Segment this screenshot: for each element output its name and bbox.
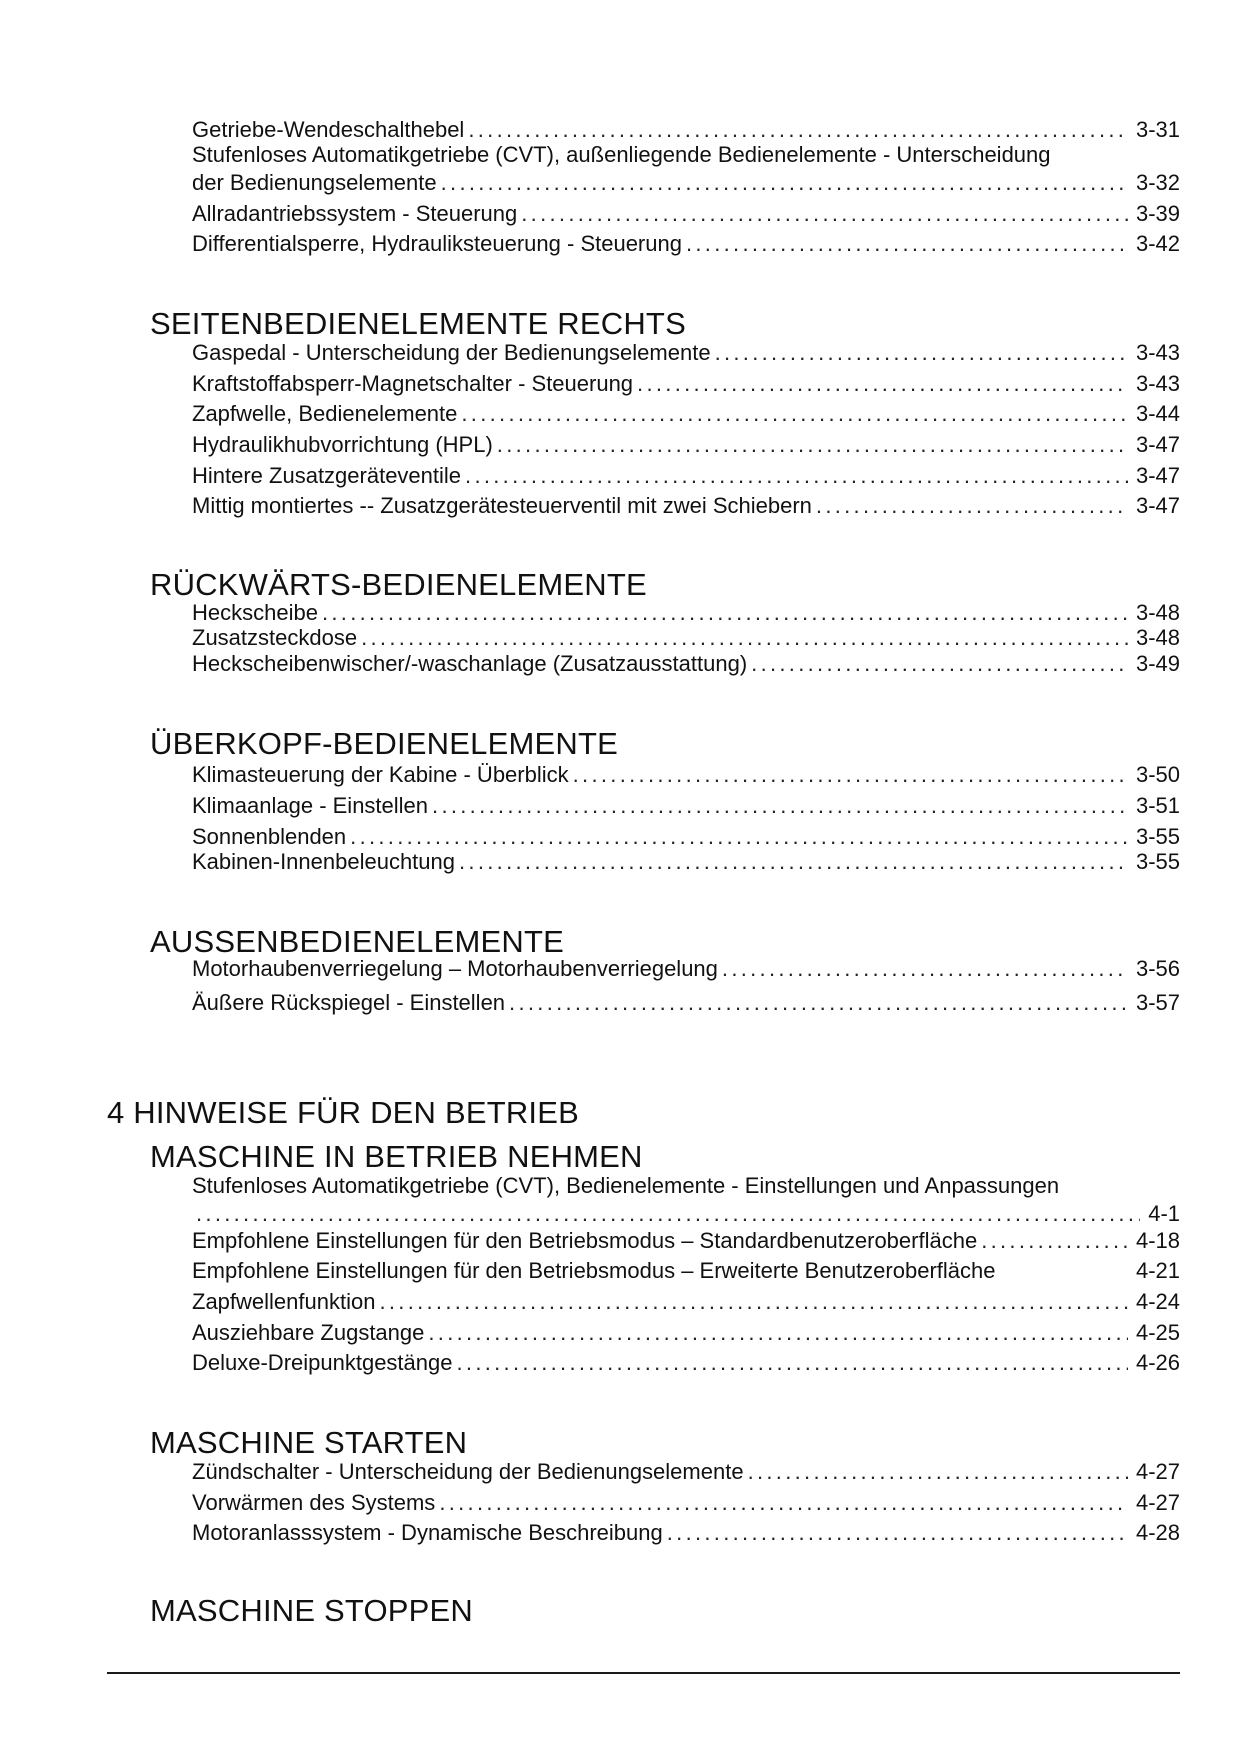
chapter-title: 4 HINWEISE FÜR DEN BETRIEB bbox=[107, 1095, 579, 1130]
dot-leader bbox=[667, 1520, 1128, 1546]
toc-entry[interactable] bbox=[192, 401, 1180, 427]
toc-entry-page: 3-56 bbox=[1135, 956, 1180, 981]
dot-leader bbox=[196, 1201, 1140, 1227]
toc-entry-label: Heckscheibe bbox=[192, 600, 318, 625]
toc-entry-page: 3-55 bbox=[1135, 849, 1180, 874]
toc-entry-page: 4-25 bbox=[1135, 1320, 1180, 1345]
dot-leader bbox=[457, 1350, 1128, 1376]
toc-entry-page: 3-57 bbox=[1135, 990, 1180, 1015]
toc-entry[interactable] bbox=[192, 762, 1180, 788]
footer-divider bbox=[107, 1672, 1180, 1674]
toc-entry[interactable] bbox=[192, 793, 1180, 819]
toc-entry-label: Differentialsperre, Hydrauliksteuerung - Steuerung bbox=[192, 231, 682, 256]
toc-entry-label: Kraftstoffabsperr-Magnetschalter - Steuerung bbox=[192, 371, 634, 396]
dot-leader bbox=[461, 401, 1128, 427]
dot-leader bbox=[428, 1320, 1128, 1346]
toc-entry-label: Kabinen-Innenbeleuchtung bbox=[192, 849, 456, 874]
toc-entry-label: Zapfwellenfunktion bbox=[192, 1289, 376, 1314]
toc-entry-page: 3-31 bbox=[1135, 117, 1180, 142]
toc-entry-page: 3-39 bbox=[1135, 201, 1180, 226]
section-heading: ÜBERKOPF-BEDIENELEMENTE bbox=[150, 726, 618, 761]
toc-entry-label: Hydraulikhubvorrichtung (HPL) bbox=[192, 432, 493, 457]
toc-entry[interactable] bbox=[192, 1320, 1180, 1346]
dot-leader bbox=[439, 1490, 1128, 1516]
toc-entry[interactable] bbox=[192, 1289, 1180, 1315]
toc-entry-page: 3-47 bbox=[1135, 493, 1180, 518]
toc-entry-page: 4-21 bbox=[1135, 1258, 1180, 1283]
dot-leader bbox=[468, 117, 1128, 143]
toc-entry-page: 3-55 bbox=[1135, 824, 1180, 849]
dot-leader bbox=[509, 990, 1128, 1016]
dot-leader bbox=[722, 956, 1128, 982]
toc-entry-page: 3-42 bbox=[1135, 231, 1180, 256]
toc-entry-page: 3-49 bbox=[1135, 651, 1180, 676]
toc-entry[interactable] bbox=[192, 340, 1180, 366]
toc-entry-label: der Bedienungselemente bbox=[192, 170, 437, 195]
toc-entry[interactable] bbox=[192, 201, 1180, 227]
toc-entry-page: 3-48 bbox=[1135, 625, 1180, 650]
toc-entry-page: 3-48 bbox=[1135, 600, 1180, 625]
toc-entry-label: Hintere Zusatzgeräteventile bbox=[192, 463, 462, 488]
toc-entry[interactable] bbox=[192, 1490, 1180, 1516]
toc-entry[interactable] bbox=[192, 432, 1180, 458]
dot-leader bbox=[748, 1459, 1128, 1485]
toc-entry-page: 3-51 bbox=[1135, 793, 1180, 818]
toc-entry[interactable] bbox=[192, 371, 1180, 397]
toc-entry-label: Stufenloses Automatikgetriebe (CVT), außenliegende Bedienelemente - Unterscheidung bbox=[192, 142, 1051, 167]
dot-leader bbox=[361, 625, 1128, 651]
toc-entry[interactable] bbox=[192, 824, 1180, 850]
dot-leader bbox=[686, 231, 1128, 257]
dot-leader bbox=[981, 1228, 1128, 1254]
dot-leader bbox=[441, 170, 1128, 196]
dot-leader bbox=[573, 762, 1128, 788]
dot-leader bbox=[715, 340, 1128, 366]
toc-entry-label: Sonnenblenden bbox=[192, 824, 347, 849]
toc-entry-label: Deluxe-Dreipunktgestänge bbox=[192, 1350, 453, 1375]
toc-entry-label: Getriebe-Wendeschalthebel bbox=[192, 117, 465, 142]
toc-entry-page: 3-43 bbox=[1135, 340, 1180, 365]
dot-leader bbox=[379, 1289, 1128, 1315]
toc-entry-page: 4-24 bbox=[1135, 1289, 1180, 1314]
toc-entry[interactable] bbox=[192, 956, 1180, 982]
section-heading: AUSSENBEDIENELEMENTE bbox=[150, 924, 564, 959]
toc-entry-label: Zündschalter - Unterscheidung der Bedienungselemente bbox=[192, 1459, 744, 1484]
toc-entry-label: Gaspedal - Unterscheidung der Bedienungselemente bbox=[192, 340, 711, 365]
toc-entry[interactable] bbox=[192, 849, 1180, 875]
dot-leader bbox=[432, 793, 1128, 819]
dot-leader bbox=[465, 463, 1128, 489]
toc-entry-page: 3-47 bbox=[1135, 432, 1180, 457]
toc-entry-page: 3-50 bbox=[1135, 762, 1180, 787]
toc-entry[interactable] bbox=[192, 231, 1180, 257]
toc-entry-label: Klimaanlage - Einstellen bbox=[192, 793, 429, 818]
dot-leader bbox=[322, 600, 1128, 626]
toc-entry-page: 3-44 bbox=[1135, 401, 1180, 426]
toc-entry[interactable] bbox=[192, 600, 1180, 626]
dot-leader bbox=[751, 651, 1128, 677]
toc-entry[interactable] bbox=[192, 990, 1180, 1016]
section-heading: RÜCKWÄRTS-BEDIENELEMENTE bbox=[150, 567, 647, 602]
toc-entry-label: Vorwärmen des Systems bbox=[192, 1490, 436, 1515]
dot-leader bbox=[521, 201, 1128, 227]
toc-entry[interactable] bbox=[192, 170, 1180, 196]
section-heading: MASCHINE STOPPEN bbox=[150, 1593, 474, 1628]
toc-entry[interactable] bbox=[192, 1173, 1180, 1199]
toc-entry[interactable] bbox=[192, 1201, 1180, 1227]
toc-entry[interactable] bbox=[192, 493, 1180, 519]
toc-entry[interactable] bbox=[192, 1258, 1180, 1284]
toc-entry-label: Empfohlene Einstellungen für den Betriebsmodus – Erweiterte Benutzeroberfläche bbox=[192, 1258, 996, 1283]
section-heading: MASCHINE IN BETRIEB NEHMEN bbox=[150, 1139, 643, 1174]
dot-leader bbox=[350, 824, 1128, 850]
toc-entry[interactable] bbox=[192, 1520, 1180, 1546]
toc-entry-page: 4-27 bbox=[1135, 1459, 1180, 1484]
toc-entry-label: Ausziehbare Zugstange bbox=[192, 1320, 425, 1345]
toc-entry-label: Empfohlene Einstellungen für den Betriebsmodus – Standardbenutzeroberfläche bbox=[192, 1228, 978, 1253]
toc-entry-page: 3-32 bbox=[1135, 170, 1180, 195]
dot-leader bbox=[497, 432, 1128, 458]
toc-entry[interactable] bbox=[192, 142, 1180, 168]
toc-entry[interactable] bbox=[192, 117, 1180, 143]
toc-entry[interactable] bbox=[192, 1228, 1180, 1254]
toc-entry-label: Zapfwelle, Bedienelemente bbox=[192, 401, 458, 426]
toc-entry-label: Äußere Rückspiegel - Einstellen bbox=[192, 990, 506, 1015]
dot-leader bbox=[459, 849, 1128, 875]
toc-entry-page: 3-47 bbox=[1135, 463, 1180, 488]
toc-entry-label: Klimasteuerung der Kabine - Überblick bbox=[192, 762, 569, 787]
toc-entry-label: Allradantriebssystem - Steuerung bbox=[192, 201, 518, 226]
toc-entry-label: Motorhaubenverriegelung – Motorhaubenverriegelung bbox=[192, 956, 718, 981]
toc-entry-page: 4-18 bbox=[1135, 1228, 1180, 1253]
toc-entry-label: Stufenloses Automatikgetriebe (CVT), Bedienelemente - Einstellungen und Anpassungen bbox=[192, 1173, 1060, 1198]
dot-leader bbox=[637, 371, 1128, 397]
dot-leader bbox=[816, 493, 1128, 519]
toc-entry[interactable] bbox=[192, 1350, 1180, 1376]
toc-entry-label: Mittig montiertes -- Zusatzgerätesteuerventil mit zwei Schiebern bbox=[192, 493, 812, 518]
toc-entry[interactable] bbox=[192, 625, 1180, 651]
toc-entry-label: Zusatzsteckdose bbox=[192, 625, 358, 650]
section-heading: SEITENBEDIENELEMENTE RECHTS bbox=[150, 306, 686, 341]
toc-entry[interactable] bbox=[192, 651, 1180, 677]
section-heading: MASCHINE STARTEN bbox=[150, 1425, 468, 1460]
toc-entry-page: 4-1 bbox=[1148, 1201, 1180, 1226]
toc-entry[interactable] bbox=[192, 1459, 1180, 1485]
toc-entry-page: 3-43 bbox=[1135, 371, 1180, 396]
toc-entry-page: 4-28 bbox=[1135, 1520, 1180, 1545]
toc-entry-label: Heckscheibenwischer/-waschanlage (Zusatzausstattung) bbox=[192, 651, 748, 676]
toc-entry-label: Motoranlasssystem - Dynamische Beschreibung bbox=[192, 1520, 663, 1545]
toc-entry[interactable] bbox=[192, 463, 1180, 489]
toc-entry-page: 4-27 bbox=[1135, 1490, 1180, 1515]
toc-entry-page: 4-26 bbox=[1135, 1350, 1180, 1375]
